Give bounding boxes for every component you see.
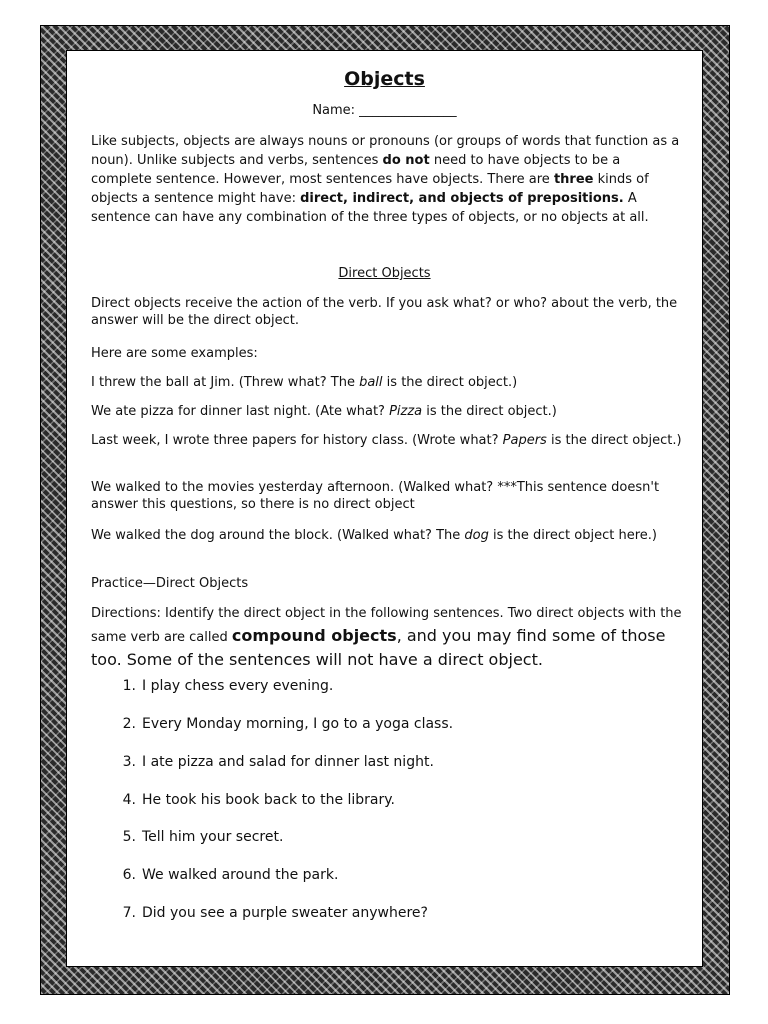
sentence-item bbox=[116, 792, 676, 808]
intro-bold-three: three bbox=[553, 172, 594, 187]
example-text: is the direct object.) bbox=[382, 375, 518, 390]
sentence-number: 6. bbox=[122, 867, 136, 883]
directions-text-2: , and you may find some of those too. Some of the sentences will not have a direct object. bbox=[91, 626, 666, 669]
sentence-text: Tell him your secret. bbox=[142, 829, 284, 845]
sentence-number: 5. bbox=[122, 829, 136, 845]
sentence-number: 2. bbox=[122, 716, 136, 732]
example-text: We walked the dog around the block. (Walked what? The bbox=[91, 528, 465, 543]
example-text: I threw the ball at Jim. (Threw what? The bbox=[91, 375, 360, 390]
sentence-item bbox=[116, 716, 676, 732]
page-title: Objects bbox=[344, 68, 425, 90]
example-object: Pizza bbox=[389, 404, 423, 419]
example-text: We ate pizza for dinner last night. (Ate what? bbox=[91, 404, 390, 419]
sentence-text: We walked around the park. bbox=[142, 867, 339, 883]
example-object: Papers bbox=[502, 433, 547, 448]
name-field-line: Name: _______________ bbox=[312, 103, 457, 118]
compound-objects-term: compound objects bbox=[231, 626, 397, 645]
example-text: is the direct object.) bbox=[422, 404, 557, 419]
example-object: dog bbox=[464, 528, 489, 543]
example-text: We walked to the movies yesterday afternoon. (Walked what? ***This sentence doesn't answer this questions, so there is no direct object bbox=[91, 480, 660, 512]
section-title-direct-objects: Direct Objects bbox=[338, 266, 431, 281]
sentence-item bbox=[116, 678, 676, 694]
intro-text-2: need to have objects to be a complete sentence. However, most sentences have objects. There are bbox=[91, 153, 621, 187]
definition-paragraph: Direct objects receive the action of the verb. If you ask what? or who? about the verb, the answer will be the direct object. bbox=[91, 296, 678, 328]
example-text: Last week, I wrote three papers for history class. (Wrote what? bbox=[91, 433, 503, 448]
examples-intro: Here are some examples: bbox=[91, 346, 258, 361]
example-object: ball bbox=[359, 375, 383, 390]
sentence-number: 4. bbox=[122, 792, 136, 808]
worksheet-page bbox=[66, 50, 703, 967]
intro-bold-do-not: do not bbox=[382, 153, 430, 168]
practice-title: Practice—Direct Objects bbox=[91, 576, 249, 591]
directions-paragraph bbox=[91, 603, 683, 673]
sentence-text: Every Monday morning, I go to a yoga class. bbox=[142, 716, 454, 732]
intro-text-1: Like subjects, objects are always nouns or pronouns (or groups of words that function as a noun). Unlike subjects and verbs, sentences bbox=[91, 134, 680, 168]
example-5 bbox=[91, 527, 683, 544]
sentence-number: 3. bbox=[122, 754, 136, 770]
sentence-text: Did you see a purple sweater anywhere? bbox=[142, 905, 428, 921]
sentence-text: I play chess every evening. bbox=[142, 678, 334, 694]
example-text: is the direct object.) bbox=[546, 433, 682, 448]
sentence-item bbox=[116, 905, 676, 921]
example-text: is the direct object here.) bbox=[488, 528, 657, 543]
example-1 bbox=[91, 374, 683, 391]
sentence-text: I ate pizza and salad for dinner last night. bbox=[142, 754, 434, 770]
sentence-item bbox=[116, 754, 676, 770]
sentence-text: He took his book back to the library. bbox=[142, 792, 395, 808]
example-4 bbox=[91, 479, 683, 513]
intro-bold-object-types: direct, indirect, and objects of prepositions. bbox=[300, 191, 624, 206]
example-3 bbox=[91, 432, 683, 449]
sentence-number: 7. bbox=[122, 905, 136, 921]
directions-text-1: Directions: Identify the direct object in the following sentences. Two direct objects with the same verb are called bbox=[91, 606, 682, 645]
sentence-item bbox=[116, 829, 676, 845]
example-2 bbox=[91, 403, 683, 420]
intro-text-4: A sentence can have any combination of the three types of objects, or no objects at all. bbox=[91, 191, 649, 225]
intro-text-3: kinds of objects a sentence might have: bbox=[91, 172, 649, 206]
sentence-number: 1. bbox=[122, 678, 136, 694]
sentence-item bbox=[116, 867, 676, 883]
intro-paragraph bbox=[91, 132, 683, 227]
